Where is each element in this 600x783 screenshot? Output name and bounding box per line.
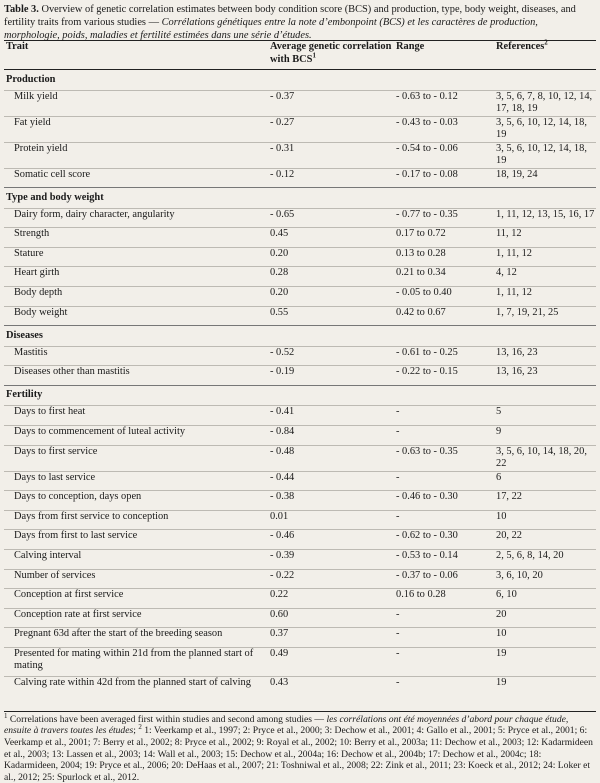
average-cell: - 0.48 — [268, 445, 394, 471]
header-average: Average genetic correlation with BCS$^1$ — [268, 41, 394, 70]
trait-cell: Calving interval — [4, 549, 268, 569]
average-cell: 0.37 — [268, 628, 394, 648]
references-cell: 13, 16, 23 — [494, 346, 596, 366]
section-title: Type and body weight — [4, 188, 596, 209]
table-row — [4, 228, 596, 248]
range-cell: 0.13 to 0.28 — [394, 247, 494, 267]
average-cell: 0.22 — [268, 589, 394, 609]
section-title: Fertility — [4, 385, 596, 406]
table-row — [4, 168, 596, 188]
average-cell: 0.49 — [268, 647, 394, 676]
average-cell: 0.43 — [268, 676, 394, 705]
table-row — [4, 608, 596, 628]
range-cell: 0.17 to 0.72 — [394, 228, 494, 248]
range-cell: - 0.37 to - 0.06 — [394, 569, 494, 589]
references-cell: 9 — [494, 425, 596, 445]
trait-cell: Days to first service — [4, 445, 268, 471]
references-cell: 10 — [494, 628, 596, 648]
table-row — [4, 247, 596, 267]
references-cell: 3, 5, 6, 10, 12, 14, 18, 19 — [494, 142, 596, 168]
section-row — [4, 326, 596, 347]
header-range: Range — [394, 41, 494, 70]
trait-cell: Pregnant 63d after the start of the breeding season — [4, 628, 268, 648]
average-cell: - 0.31 — [268, 142, 394, 168]
average-cell: - 0.52 — [268, 346, 394, 366]
average-cell: - 0.84 — [268, 425, 394, 445]
range-cell: - — [394, 676, 494, 705]
trait-cell: Days to last service — [4, 471, 268, 491]
trait-cell: Dairy form, dairy character, angularity — [4, 208, 268, 228]
average-cell: 0.01 — [268, 510, 394, 530]
header-references: References$^2$ — [494, 41, 596, 70]
references-cell: 13, 16, 23 — [494, 366, 596, 386]
references-cell: 3, 5, 6, 7, 8, 10, 12, 14, 17, 18, 19 — [494, 90, 596, 116]
trait-cell: Somatic cell score — [4, 168, 268, 188]
range-cell: - — [394, 406, 494, 426]
range-cell: - — [394, 628, 494, 648]
range-cell: - — [394, 425, 494, 445]
table-row — [4, 471, 596, 491]
range-cell: - 0.05 to 0.40 — [394, 286, 494, 306]
caption-french: Corrélations génétiques entre la note d’embonpoint (BCS) et les caractères de production, morphologie, poids, maladies et fertilité estimées dans une série d’études. — [4, 17, 538, 41]
references-cell: 2, 5, 6, 8, 14, 20 — [494, 549, 596, 569]
table-row — [4, 530, 596, 550]
range-cell: - — [394, 608, 494, 628]
table-row — [4, 445, 596, 471]
trait-cell: Number of services — [4, 569, 268, 589]
references-cell: 3, 5, 6, 10, 12, 14, 18, 19 — [494, 116, 596, 142]
header-trait: Trait — [4, 41, 268, 70]
trait-cell: Milk yield — [4, 90, 268, 116]
references-cell: 11, 12 — [494, 228, 596, 248]
table-row — [4, 549, 596, 569]
average-cell: - 0.44 — [268, 471, 394, 491]
range-cell: - 0.63 to - 0.35 — [394, 445, 494, 471]
trait-cell: Presented for mating within 21d from the planned start of mating — [4, 647, 268, 676]
range-cell: - 0.46 to - 0.30 — [394, 491, 494, 511]
trait-cell: Days from first to last service — [4, 530, 268, 550]
trait-cell: Calving rate within 42d from the planned start of calving — [4, 676, 268, 705]
references-cell: 1, 7, 19, 21, 25 — [494, 306, 596, 326]
average-cell: - 0.39 — [268, 549, 394, 569]
average-cell: 0.45 — [268, 228, 394, 248]
average-cell: - 0.65 — [268, 208, 394, 228]
range-cell: - 0.22 to - 0.15 — [394, 366, 494, 386]
caption-label: Table 3. — [4, 4, 39, 15]
table-row — [4, 286, 596, 306]
table-row — [4, 208, 596, 228]
table-row — [4, 647, 596, 676]
table-body — [4, 70, 596, 705]
trait-cell: Days from first service to conception — [4, 510, 268, 530]
range-cell: - 0.54 to - 0.06 — [394, 142, 494, 168]
average-cell: 0.28 — [268, 267, 394, 287]
table-row — [4, 366, 596, 386]
table-row — [4, 346, 596, 366]
table-row — [4, 406, 596, 426]
references-cell: 3, 6, 10, 20 — [494, 569, 596, 589]
references-cell: 1, 11, 12 — [494, 247, 596, 267]
range-cell: - 0.53 to - 0.14 — [394, 549, 494, 569]
range-cell: - 0.61 to - 0.25 — [394, 346, 494, 366]
references-cell: 6, 10 — [494, 589, 596, 609]
section-title: Production — [6, 73, 56, 85]
trait-cell: Days to first heat — [4, 406, 268, 426]
references-cell: 6 — [494, 471, 596, 491]
references-cell: 20, 22 — [494, 530, 596, 550]
table-row — [4, 491, 596, 511]
trait-cell: Body weight — [4, 306, 268, 326]
table-row — [4, 90, 596, 116]
caption-english: Overview of genetic correlation estimates between body condition score (BCS) and production, type, body weight, diseases, and fertility traits from various studies — — [4, 4, 576, 28]
average-cell: - 0.22 — [268, 569, 394, 589]
average-cell: 0.20 — [268, 247, 394, 267]
correlation-table — [4, 40, 596, 705]
section-title: Diseases — [4, 326, 596, 347]
table-row — [4, 142, 596, 168]
average-cell: - 0.12 — [268, 168, 394, 188]
average-cell: - 0.46 — [268, 530, 394, 550]
trait-cell: Days to commencement of luteal activity — [4, 425, 268, 445]
section-row — [4, 188, 596, 209]
trait-cell: Diseases other than mastitis — [4, 366, 268, 386]
table-header — [4, 38, 596, 70]
trait-cell: Protein yield — [4, 142, 268, 168]
average-cell: 0.55 — [268, 306, 394, 326]
references-cell: 1, 11, 12, 13, 15, 16, 17 — [494, 208, 596, 228]
trait-cell: Body depth — [4, 286, 268, 306]
range-cell: - — [394, 510, 494, 530]
trait-cell: Heart girth — [4, 267, 268, 287]
range-cell: - — [394, 471, 494, 491]
range-cell: 0.42 to 0.67 — [394, 306, 494, 326]
references-cell: 20 — [494, 608, 596, 628]
table-row — [4, 116, 596, 142]
footnote-references: 1: Veerkamp et al., 1997; 2: Pryce et al., 2000; 3: Dechow et al., 2001; 4: Gallo et al., 2001; 5: Pryce et al., 2001; 6: Veerkamp et al., 2001; 7: Berry et al., 2002; 8: Pryce et al., 2002; 9: Royal et al., 2002; 10: Berry et al., 2003a; 11: Dechow et al., 2003; 12: Kadarmideen et al., 2003; 13: Lassen et al., 2003; 14: Wall et al., 2003; 15: Dechow et al., 2004a; 16: Dechow et al., 2004b; 17: Dechow et al., 2004c; 18: Kadarmideen, 2004; 19: Pryce et al., 2006; 20: DeHaas et al., 2007; 21: Toshniwal et al., 2008; 22: Zink et al., 2011; 23: Koeck et al., 2012; 24: Loker et al., 2012; 25: Spurlock et al., 2012. — [4, 725, 593, 783]
footnote-french: les corrélations ont été moyennées d’abord pour chaque étude, ensuite à travers toutes les études — [4, 713, 569, 737]
trait-cell: Conception at first service — [4, 589, 268, 609]
references-cell: 10 — [494, 510, 596, 530]
range-cell: - — [394, 647, 494, 676]
range-cell: - 0.43 to - 0.03 — [394, 116, 494, 142]
average-cell: 0.60 — [268, 608, 394, 628]
average-cell: - 0.37 — [268, 90, 394, 116]
references-cell: 5 — [494, 406, 596, 426]
trait-cell: Strength — [4, 228, 268, 248]
range-cell: - 0.63 to - 0.12 — [394, 90, 494, 116]
range-cell: - 0.62 to - 0.30 — [394, 530, 494, 550]
table-row — [4, 589, 596, 609]
average-cell: - 0.27 — [268, 116, 394, 142]
references-cell: 3, 5, 6, 10, 14, 18, 20, 22 — [494, 445, 596, 471]
table-row — [4, 510, 596, 530]
section-row — [4, 70, 596, 91]
trait-cell: Stature — [4, 247, 268, 267]
range-cell: 0.16 to 0.28 — [394, 589, 494, 609]
footnote-text: Correlations have been averaged first within studies and second among studies — — [9, 713, 325, 725]
average-cell: 0.20 — [268, 286, 394, 306]
trait-cell: Mastitis — [4, 346, 268, 366]
table-row — [4, 425, 596, 445]
trait-cell: Days to conception, days open — [4, 491, 268, 511]
average-cell: - 0.19 — [268, 366, 394, 386]
table-row — [4, 676, 596, 705]
references-cell: 18, 19, 24 — [494, 168, 596, 188]
references-cell: 17, 22 — [494, 491, 596, 511]
table-row — [4, 267, 596, 287]
range-cell: 0.21 to 0.34 — [394, 267, 494, 287]
table-footnote: $^1$ Correlations have been averaged first within studies and second among studies — les corrélations ont été moyennées d’abord pour chaque étude, ensuite à travers toutes les études; $^2$ 1: Veerkamp et al., 1997; 2: Pryce et al., 2000; 3: Dechow et al., 2001; 4: Gallo et al., 2001; 5: Pryce et al., 2001; 6: Veerkamp et al., 2001; 7: Berry et al., 2002; 8: Pryce et al., 2002; 9: Royal et al., 2002; 10: Berry et al., 2003a; 11: Dechow et al., 2003; 12: Kadarmideen et al., 2003; 13: Lassen et al., 2003; 14: Wall et al., 2003; 15: Dechow et al., 2004a; 16: Dechow et al., 2004b; 17: Dechow et al., 2004c; 18: Kadarmideen, 2004; 19: Pryce et al., 2006; 20: DeHaas et al., 2007; 21: Toshniwal et al., 2008; 22: Zink et al., 2011; 23: Koeck et al., 2012; 24: Loker et al., 2012; 25: Spurlock et al., 2012. — [4, 711, 596, 783]
trait-cell: Fat yield — [4, 116, 268, 142]
average-cell: - 0.41 — [268, 406, 394, 426]
references-cell: 1, 11, 12 — [494, 286, 596, 306]
range-cell: - 0.77 to - 0.35 — [394, 208, 494, 228]
section-row — [4, 385, 596, 406]
table-caption — [4, 0, 596, 40]
references-cell: 19 — [494, 676, 596, 705]
range-cell: - 0.17 to - 0.08 — [394, 168, 494, 188]
trait-cell: Conception rate at first service — [4, 608, 268, 628]
table-row — [4, 306, 596, 326]
table-row — [4, 569, 596, 589]
references-cell: 19 — [494, 647, 596, 676]
table-row — [4, 628, 596, 648]
average-cell: - 0.38 — [268, 491, 394, 511]
references-cell: 4, 12 — [494, 267, 596, 287]
